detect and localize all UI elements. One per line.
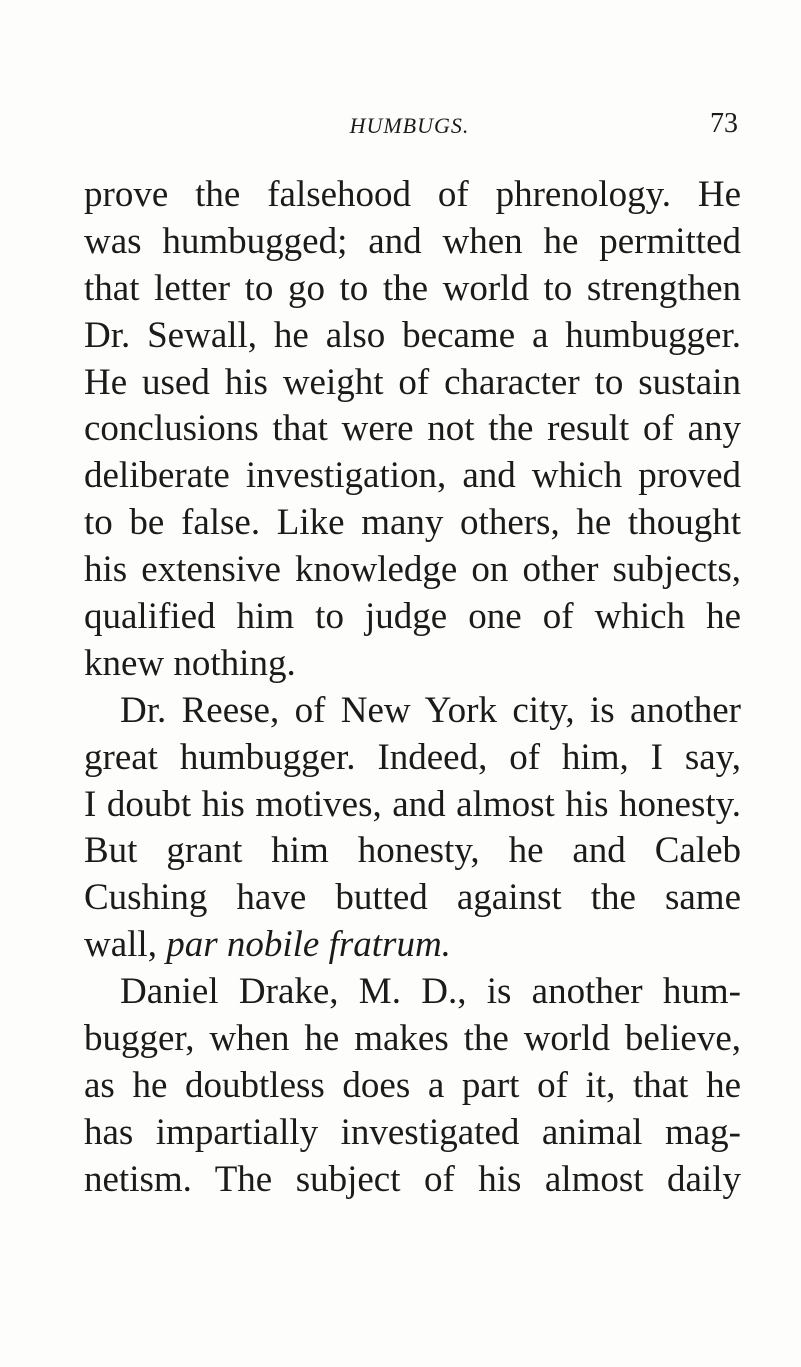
text-line: was humbugged; and when he permitted (84, 220, 741, 262)
text-line: as he doubtless does a part of it, that he (84, 1064, 741, 1106)
text-line: prove the falsehood of phrenology. He (84, 174, 741, 215)
text-line: great humbugger. Indeed, of him, I say, (84, 736, 741, 778)
text-line: Dr. Reese, of New York city, is another (120, 689, 741, 731)
latin-phrase: par nobile fratrum. (166, 924, 451, 966)
text-line: netism. The subject of his almost daily (84, 1158, 741, 1200)
text-line: I doubt his motives, and almost his honesty. (84, 783, 741, 825)
text-line: that letter to go to the world to strengthen (84, 267, 741, 309)
text-line (84, 922, 741, 969)
running-title: HUMBUGS. (349, 113, 470, 138)
text-line: deliberate investigation, and which proved (84, 455, 741, 497)
text-line: knew nothing. (84, 642, 296, 684)
text-line: Cushing have butted against the same (84, 877, 741, 919)
page-number: 73 (710, 108, 738, 139)
text-span: wall, (84, 924, 157, 966)
body-text (84, 172, 741, 1204)
text-line: Dr. Sewall, he also became a humbugger. (84, 314, 741, 356)
text-line: qualified him to judge one of which he (84, 596, 741, 638)
text-line: But grant him honesty, he and Caleb (84, 830, 741, 872)
text-line: conclusions that were not the result of any (84, 408, 741, 450)
text-line: Daniel Drake, M. D., is another hum- (120, 971, 741, 1013)
text-line: bugger, when he makes the world believe, (84, 1018, 741, 1060)
text-line: his extensive knowledge on other subjects, (84, 549, 741, 591)
text-line: has impartially investigated animal mag- (84, 1111, 741, 1153)
text-line: He used his weight of character to sustain (84, 361, 741, 403)
text-line: to be false. Like many others, he thought (84, 502, 741, 544)
